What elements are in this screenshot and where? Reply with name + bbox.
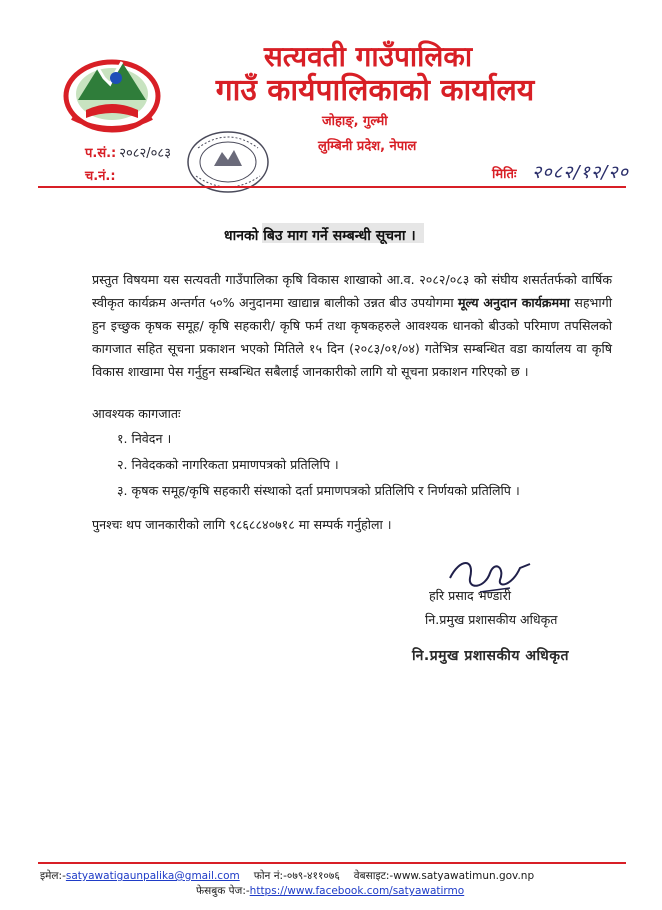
email-label: इमेल:-: [40, 870, 66, 882]
facebook-link[interactable]: https://www.facebook.com/satyawatirmo: [249, 885, 465, 897]
footer-facebook-line: [196, 884, 464, 898]
website-label: वेबसाइट:-: [353, 870, 394, 882]
notice-body-paragraph: [92, 268, 612, 383]
footer-divider: [38, 862, 626, 864]
facebook-label: फेसबुक पेज:-: [196, 885, 250, 897]
email-link[interactable]: satyawatigaunpalika@gmail.com: [65, 870, 240, 882]
address-line-2: लुम्बिनी प्रदेश, नेपाल: [318, 139, 417, 154]
dispatch-number-label: च.नं.:: [85, 169, 116, 184]
website-link[interactable]: www.satyawatimun.gov.np: [393, 870, 535, 882]
signatory-title: नि.प्रमुख प्रशासकीय अधिकृत: [425, 612, 558, 627]
date-label: मितिः: [492, 167, 517, 182]
designation-stamp: नि.प्रमुख प्रशासकीय अधिकृत: [412, 648, 569, 664]
paragraph-bold-text: मूल्य अनुदान कार्यक्रममा: [458, 295, 570, 310]
phone-value: ०७९-४११०७६: [286, 870, 340, 882]
letterhead-office-title: गाउँ कार्यपालिकाको कार्यालय: [215, 73, 535, 108]
notice-subject: धानको बिउ माग गर्ने सम्बन्धी सूचना ।: [224, 228, 416, 244]
paragraph-text-2: सहभागी हुन इच्छुक कृषक समूह/ कृषि सहकारी/ कृषि फर्म तथा कृषकहरुले आवश्यक धानको बीउको परिमाण तपसिलको कागजात सहित सूचना प्रकाशन भएको मितिले १५ दिन (२०८३/०१/०४) गतेभित्र सम्बन्धित वडा कार्यालय वा कृषि विकास शाखामा पेस गर्नुहुन सम्बन्धित सबैलाई जानकारीको लागि यो सूचना प्रकाशन गरिएको छ ।: [92, 295, 612, 379]
postscript-note: पुनश्चः थप जानकारीको लागि ९८६८८४०७१८ मा सम्पर्क गर्नुहोला ।: [92, 517, 392, 532]
document-item-1: १. निवेदन ।: [117, 431, 172, 446]
reference-value: २०८२/०८३: [119, 146, 171, 161]
reference-number: [85, 143, 171, 161]
address-line-1: जोहाङ्, गुल्मी: [322, 114, 388, 129]
letterhead-title: सत्यवती गाउँपालिका: [263, 40, 473, 73]
date-value: २०८२/१२/२०: [532, 162, 630, 183]
reference-label: प.सं.:: [85, 146, 117, 161]
document-item-3: ३. कृषक समूह/कृषि सहकारी संस्थाको दर्ता प्रमाणपत्रको प्रतिलिपि र निर्णयको प्रतिलिपि ।: [117, 483, 520, 498]
nepal-emblem-logo: [58, 48, 166, 134]
paragraph-text-1: प्रस्तुत विषयमा यस सत्यवती गाउँपालिका कृषि विकास शाखाको आ.व. २०८२/०८३ को संघीय शसर्ततर्फको वार्षिक स्वीकृत कार्यक्रम अन्तर्गत ५०% अनुदानमा खाद्यान्न बालीको उन्नत बीउ उपयोगमा: [92, 272, 612, 310]
document-item-2: २. निवेदकको नागरिकता प्रमाणपत्रको प्रतिलिपि ।: [117, 457, 339, 472]
header-divider: [38, 186, 626, 188]
phone-label: फोन नं:-: [253, 870, 287, 882]
required-documents-title: आवश्यक कागजातः: [92, 406, 181, 421]
signatory-name: हरि प्रसाद भण्डारी: [429, 588, 511, 603]
footer-contact-line: [40, 869, 620, 883]
